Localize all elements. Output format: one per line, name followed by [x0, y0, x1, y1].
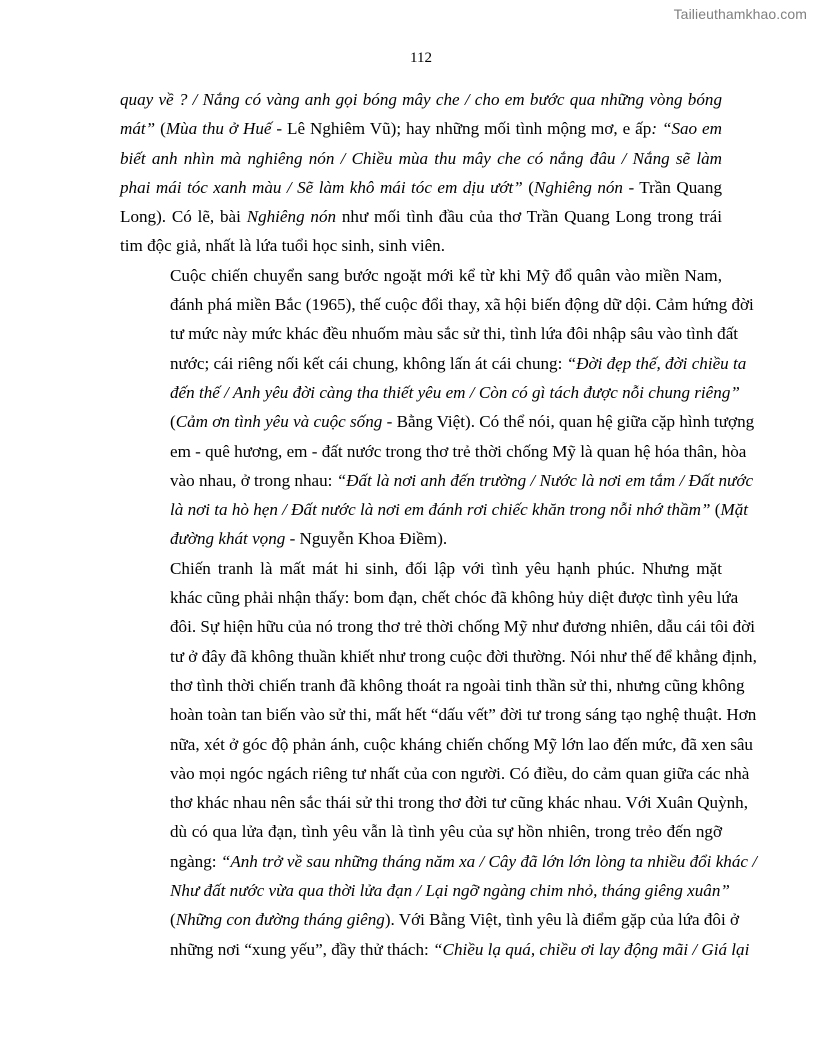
- watermark-text: Tailieuthamkhao.com: [673, 6, 807, 22]
- paragraph-3: Chiến tranh là mất mát hi sinh, đối lập với tình yêu hạnh phúc. Nhưng mặt khác cũng phải nhận thấy: bom đạn, chết chóc đã không hủy diệt được tình yêu lứa đôi. Sự hiện hữu của nó trong thơ trẻ thời chống Mỹ như đương nhiên, dẫu cái tôi đời tư ở đây đã không thuần khiết như trong cuộc đời thường. Nói như thế để khẳng định, thơ tình thời chiến tranh đã không thoát ra ngoài tinh thần sử thi, nhưng cũng không hoàn toàn tan biến vào sử thi, mất hết “dấu vết” đời tư trong sáng tạo nghệ thuật. Hơn nữa, xét ở góc độ phản ánh, cuộc kháng chiến chống Mỹ lớn lao đến mức, đã xen sâu vào mọi ngóc ngách riêng tư nhất của con người. Có điều, do cảm quan giữa các nhà thơ khác nhau nên sắc thái sử thi trong thơ đời tư cũng khác nhau. Với Xuân Quỳnh, dù có qua lửa đạn, tình yêu vẫn là tình yêu của sự hồn nhiên, trong trẻo đến ngỡ ngàng: “Anh trở về sau những tháng năm xa / Cây đã lớn lớn lòng ta nhiều đổi khác / Như đất nước vừa qua thời lửa đạn / Lại ngỡ ngàng chim nhỏ, tháng giêng xuân” (Những con đường tháng giêng). Với Bằng Việt, tình yêu là điểm gặp của lứa đôi ở những nơi “xung yếu”, đầy thử thách: “Chiều lạ quá, chiều ơi lay động mãi / Giá lại: [170, 558, 757, 959]
- document-body: [120, 85, 757, 964]
- paragraph-2: Cuộc chiến chuyển sang bước ngoặt mới kể từ khi Mỹ đổ quân vào miền Nam, đánh phá miền Bắc (1965), thế cuộc đổi thay, xã hội biến động dữ dội. Cảm hứng đời tư mức này mức khác đều nhuốm màu sắc sử thi, tình lứa đôi nhập sâu vào tình đất nước; cái riêng nối kết cái chung, không lấn át cái chung: “Đời đẹp thế, đời chiều ta đến thế / Anh yêu đời càng tha thiết yêu em / Còn có gì tách được nỗi chung riêng” (Cảm ơn tình yêu và cuộc sống - Bằng Việt). Có thể nói, quan hệ giữa cặp hình tượng em - quê hương, em - đất nước trong thơ trẻ thời chống Mỹ là quan hệ hóa thân, hòa vào nhau, ở trong nhau: “Đất là nơi anh đến trường / Nước là nơi em tắm / Đất nước là nơi ta hò hẹn / Đất nước là nơi em đánh rơi chiếc khăn trong nỗi nhớ thầm” (Mặt đường khát vọng - Nguyễn Khoa Điềm).: [170, 265, 755, 549]
- paragraph-1: quay về ? / Nắng có vàng anh gọi bóng mây che / cho em bước qua những vòng bóng mát” (Mùa thu ở Huế - Lê Nghiêm Vũ); hay những mối tình mộng mơ, e ấp: “Sao em biết anh nhìn mà nghiêng nón / Chiều mùa thu mây che có nắng đâu / Nắng sẽ làm phai mái tóc xanh màu / Sẽ làm khô mái tóc em dịu ướt” (Nghiêng nón - Trần Quang Long). Có lẽ, bài Nghiêng nón như mối tình đầu của thơ Trần Quang Long trong trái tim độc giả, nhất là lứa tuổi học sinh, sinh viên.: [120, 90, 722, 256]
- page-number: 112: [410, 50, 432, 66]
